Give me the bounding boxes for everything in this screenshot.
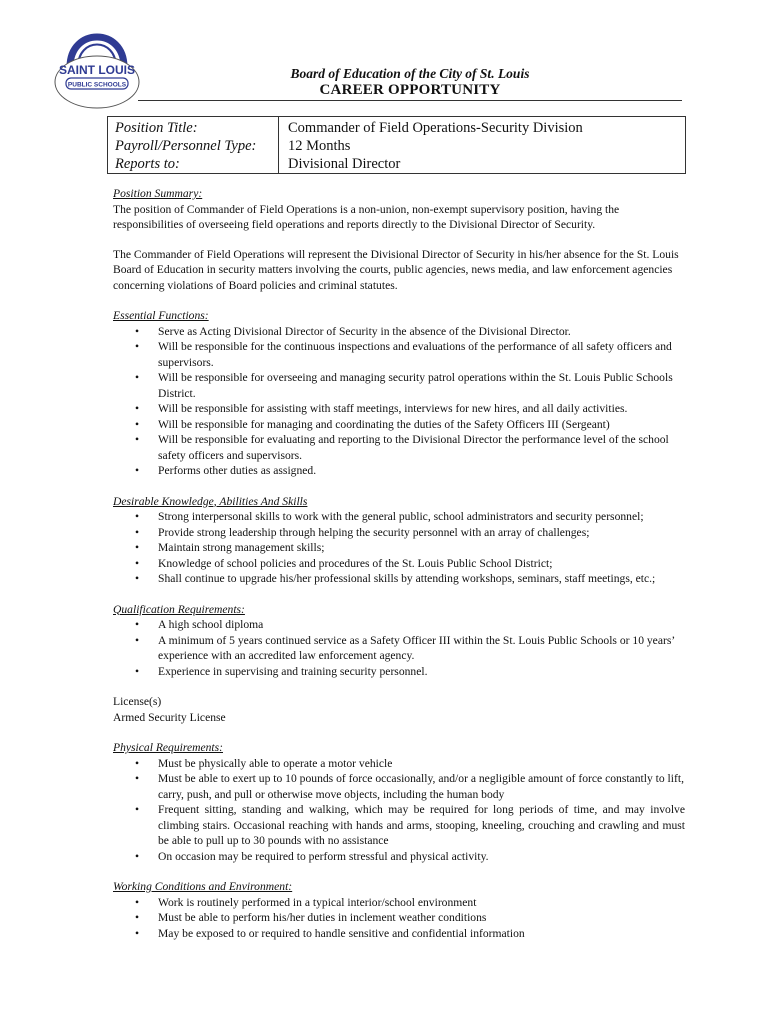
summary-heading: Position Summary: [113, 187, 203, 200]
header-rule [138, 100, 682, 101]
value-payroll-type: 12 Months [288, 138, 351, 154]
saint-louis-public-schools-logo [52, 22, 142, 117]
document-body [113, 186, 685, 941]
qualification-list [113, 617, 685, 679]
list-item: • Will be responsible for overseeing and managing security patrol operations within the St. Louis Public Schools District. [113, 370, 685, 401]
list-item: • Maintain strong management skills; [113, 540, 685, 556]
svg-text:SAINT LOUIS: SAINT LOUIS [58, 63, 136, 77]
physical-heading: Physical Requirements: [113, 741, 223, 754]
list-item: • Frequent sitting, standing and walking, which may be required for long periods of time, and may involve climbing stairs. Occasional reaching with hands and arms, stooping, kneeling, crouching and crawling and must be able to pull up to 30 pounds with no assistance [113, 802, 685, 849]
position-info-table [107, 116, 686, 174]
list-item: • Performs other duties as assigned. [113, 463, 685, 479]
essential-heading: Essential Functions: [113, 309, 209, 322]
summary-paragraph-2: The Commander of Field Operations will represent the Divisional Director of Security in his/her absence for the St. Louis Board of Education in security matters involving the courts, public agencies, news media, and law enforcement agencies concerning violations of Board policies and criminal statutes. [113, 247, 679, 292]
list-item: • A minimum of 5 years continued service as a Safety Officer III within the St. Louis Public Schools or 10 years’ experience with an accredited law enforcement agency. [113, 633, 685, 664]
list-item: • Provide strong leadership through helping the security personnel with an array of challenges; [113, 525, 685, 541]
value-reports-to: Divisional Director [288, 156, 401, 172]
essential-list [113, 324, 685, 479]
board-name: Board of Education of the City of St. Louis [290, 66, 530, 81]
list-item: • A high school diploma [113, 617, 685, 633]
list-item: • Must be physically able to operate a motor vehicle [113, 756, 685, 772]
list-item: • Will be responsible for evaluating and reporting to the Divisional Director the performance level of the school safety officers and supervisors. [113, 432, 685, 463]
list-item: • Experience in supervising and training security personnel. [113, 664, 685, 680]
list-item: • May be exposed to or required to handle sensitive and confidential information [113, 926, 685, 942]
list-item: • Will be responsible for managing and coordinating the duties of the Safety Officers III (Sergeant) [113, 417, 685, 433]
label-reports-to: Reports to: [115, 156, 180, 172]
summary-paragraph-1: The position of Commander of Field Operations is a non-union, non-exempt supervisory position, having the responsibilities of overseeing field operations and reports directly to the Divisional Director of Security. [113, 202, 620, 231]
list-item: • On occasion may be required to perform stressful and physical activity. [113, 849, 685, 865]
list-item: • Must be able to perform his/her duties in inclement weather conditions [113, 910, 685, 926]
page-title: CAREER OPPORTUNITY [319, 82, 501, 98]
list-item: • Will be responsible for the continuous inspections and evaluations of the performance of all safety officers and supervisors. [113, 339, 685, 370]
list-item: • Strong interpersonal skills to work with the general public, school administrators and security personnel; [113, 509, 685, 525]
list-item: • Shall continue to upgrade his/her professional skills by attending workshops, seminars, staff meetings, etc.; [113, 571, 685, 587]
knowledge-list [113, 509, 685, 587]
list-item: • Must be able to exert up to 10 pounds of force occasionally, and/or a negligible amount of force constantly to lift, carry, push, and pull or otherwise move objects, including the human body [113, 771, 685, 802]
list-item: • Will be responsible for assisting with staff meetings, interviews for new hires, and all daily activities. [113, 401, 685, 417]
working-list [113, 895, 685, 942]
qualification-heading: Qualification Requirements: [113, 602, 245, 616]
label-payroll-type: Payroll/Personnel Type: [115, 138, 257, 154]
physical-list [113, 756, 685, 865]
license-heading: License(s) [113, 695, 162, 708]
list-item: • Serve as Acting Divisional Director of Security in the absence of the Divisional Director. [113, 324, 685, 340]
license-value: Armed Security License [113, 710, 226, 724]
svg-text:PUBLIC SCHOOLS: PUBLIC SCHOOLS [67, 81, 127, 89]
info-values [288, 119, 583, 173]
info-labels [115, 119, 256, 173]
list-item: • Knowledge of school policies and procedures of the St. Louis Public School District; [113, 556, 685, 572]
list-item: • Work is routinely performed in a typical interior/school environment [113, 895, 685, 911]
label-position-title: Position Title: [115, 120, 198, 136]
value-position-title: Commander of Field Operations-Security Division [288, 120, 583, 136]
working-heading: Working Conditions and Environment: [113, 880, 293, 893]
knowledge-heading: Desirable Knowledge, Abilities And Skills [113, 494, 308, 508]
table-divider [278, 117, 279, 173]
